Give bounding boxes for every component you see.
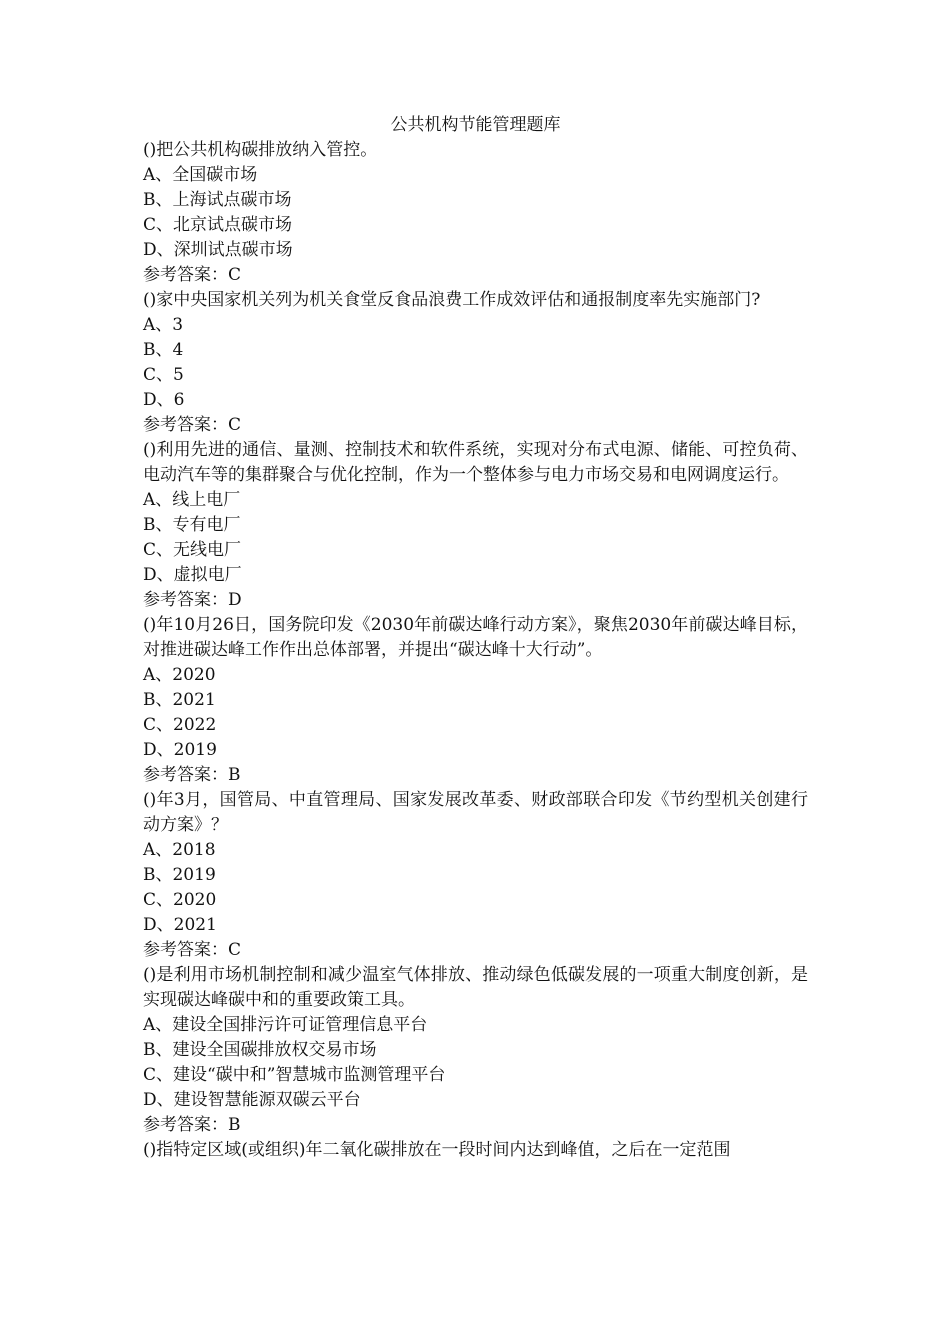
question-block xyxy=(143,1138,808,1163)
question-text: ()年10月26日，国务院印发《2030年前碳达峰行动方案》，聚焦2030年前碳达峰目标，对推进碳达峰工作作出总体部署，并提出“碳达峰十大行动”。 xyxy=(143,615,808,660)
option-a: A、2020 xyxy=(143,665,216,685)
reference-answer: 参考答案：B xyxy=(143,765,241,785)
reference-answer: 参考答案：B xyxy=(143,1115,241,1135)
option-b: B、2021 xyxy=(143,690,216,710)
reference-answer: 参考答案：C xyxy=(143,415,242,435)
option-c: C、2020 xyxy=(143,890,217,910)
option-b: B、4 xyxy=(143,340,184,360)
question-block xyxy=(143,963,808,1138)
option-c: C、5 xyxy=(143,365,184,385)
option-d: D、深圳试点碳市场 xyxy=(143,240,293,260)
question-block xyxy=(143,438,808,613)
reference-answer: 参考答案：C xyxy=(143,265,242,285)
option-c: C、无线电厂 xyxy=(143,540,242,560)
question-block xyxy=(143,138,808,288)
question-block xyxy=(143,788,808,963)
question-text: ()年3月，国管局、中直管理局、国家发展改革委、财政部联合印发《节约型机关创建行动方案》？ xyxy=(143,790,808,835)
option-a: A、全国碳市场 xyxy=(143,165,258,185)
question-text: ()是利用市场机制控制和减少温室气体排放、推动绿色低碳发展的一项重大制度创新，是实现碳达峰碳中和的重要政策工具。 xyxy=(143,965,808,1010)
document-body xyxy=(143,113,808,1163)
option-a: A、3 xyxy=(143,315,184,335)
reference-answer: 参考答案：C xyxy=(143,940,242,960)
option-b: B、2019 xyxy=(143,865,216,885)
question-text: ()把公共机构碳排放纳入管控。 xyxy=(143,140,378,160)
option-d: D、建设智慧能源双碳云平台 xyxy=(143,1090,361,1110)
option-d: D、2021 xyxy=(143,915,217,935)
option-d: D、虚拟电厂 xyxy=(143,565,242,585)
option-b: B、专有电厂 xyxy=(143,515,241,535)
option-a: A、线上电厂 xyxy=(143,490,241,510)
question-text: ()指特定区域(或组织)年二氧化碳排放在一段时间内达到峰值，之后在一定范围 xyxy=(143,1140,731,1160)
option-c: C、北京试点碳市场 xyxy=(143,215,293,235)
question-block xyxy=(143,613,808,788)
question-block xyxy=(143,288,808,438)
reference-answer: 参考答案：D xyxy=(143,590,242,610)
option-b: B、上海试点碳市场 xyxy=(143,190,292,210)
option-a: A、建设全国排污许可证管理信息平台 xyxy=(143,1015,428,1035)
question-text: ()利用先进的通信、量测、控制技术和软件系统，实现对分布式电源、储能、可控负荷、电动汽车等的集群聚合与优化控制，作为一个整体参与电力市场交易和电网调度运行。 xyxy=(143,440,808,485)
option-d: D、2019 xyxy=(143,740,217,760)
option-d: D、6 xyxy=(143,390,185,410)
option-b: B、建设全国碳排放权交易市场 xyxy=(143,1040,377,1060)
document-title: 公共机构节能管理题库 xyxy=(390,115,561,135)
option-c: C、2022 xyxy=(143,715,217,735)
question-text: ()家中央国家机关列为机关食堂反食品浪费工作成效评估和通报制度率先实施部门? xyxy=(143,290,761,310)
option-a: A、2018 xyxy=(143,840,216,860)
option-c: C、建设“碳中和”智慧城市监测管理平台 xyxy=(143,1065,446,1085)
